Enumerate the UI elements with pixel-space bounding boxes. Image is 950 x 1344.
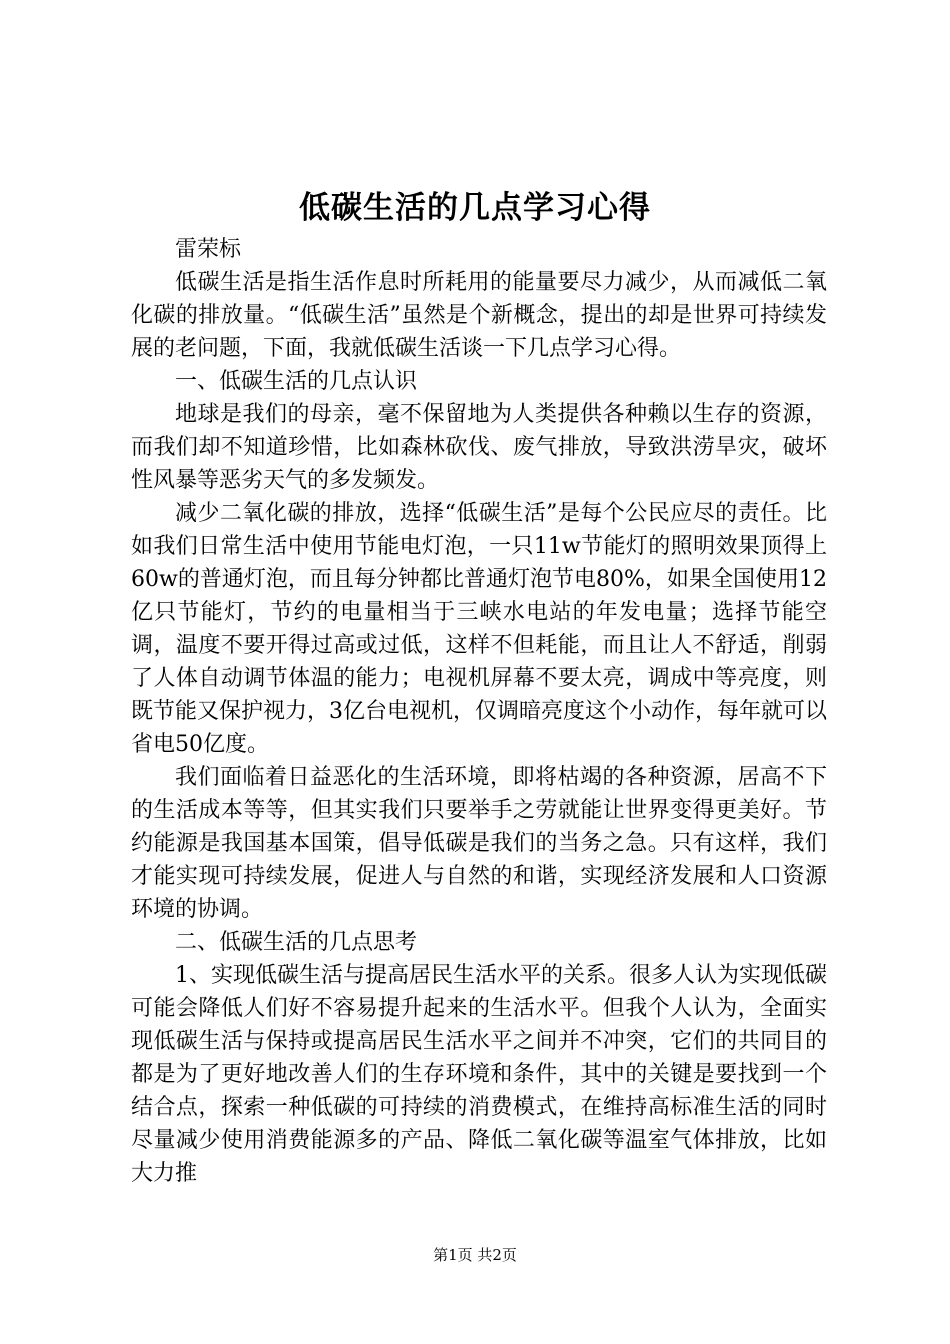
section-heading-1: 一、低碳生活的几点认识 bbox=[175, 369, 418, 394]
paragraph: 我们面临着日益恶化的生活环境，即将枯竭的各种资源，居高不下的生活成本等等，但其实我们只要举手之劳就能让世界变得更美好。节约能源是我国基本国策，倡导低碳是我们的当务之急。只有这样，我们才能实现可持续发展，促进人与自然的和谐，实现经济发展和人口资源环境的协调。 bbox=[131, 765, 827, 922]
paragraph: 地球是我们的母亲，毫不保留地为人类提供各种赖以生存的资源，而我们却不知道珍惜，比如森林砍伐、废气排放，导致洪涝旱灾，破坏性风暴等恶劣天气的多发频发。 bbox=[131, 402, 827, 493]
paragraph: 1、实现低碳生活与提高居民生活水平的关系。很多人认为实现低碳可能会降低人们好不容易提升起来的生活水平。但我个人认为，全面实现低碳生活与保持或提高居民生活水平之间并不冲突，它们的共同目的都是为了更好地改善人们的生存环境和条件，其中的关键是要找到一个结合点，探索一种低碳的可持续的消费模式，在维持高标准生活的同时尽量减少使用消费能源多的产品、降低二氧化碳等温室气体排放，比如大力推 bbox=[131, 963, 827, 1186]
page-number: 第1页 共2页 bbox=[433, 1246, 517, 1264]
document-body bbox=[131, 233, 827, 1190]
document-title: 低碳生活的几点学习心得 bbox=[299, 190, 651, 226]
paragraph: 减少二氧化碳的排放，选择“低碳生活”是每个公民应尽的责任。比如我们日常生活中使用节能电灯泡，一只11w节能灯的照明效果顶得上60w的普通灯泡，而且每分钟都比普通灯泡节电80%，如果全国使用12亿只节能灯，节约的电量相当于三峡水电站的年发电量；选择节能空调，温度不要开得过高或过低，这样不但耗能，而且让人不舒适，削弱了人体自动调节体温的能力；电视机屏幕不要太亮，调成中等亮度，则既节能又保护视力，3亿台电视机，仅调暗亮度这个小动作，每年就可以省电50亿度。 bbox=[131, 501, 827, 757]
section-heading-2: 二、低碳生活的几点思考 bbox=[175, 930, 418, 955]
paragraph-intro: 低碳生活是指生活作息时所耗用的能量要尽力减少，从而减低二氧化碳的排放量。“低碳生活”虽然是个新概念，提出的却是世界可持续发展的老问题，下面，我就低碳生活谈一下几点学习心得。 bbox=[131, 270, 827, 361]
author-name: 雷荣标 bbox=[175, 237, 242, 262]
